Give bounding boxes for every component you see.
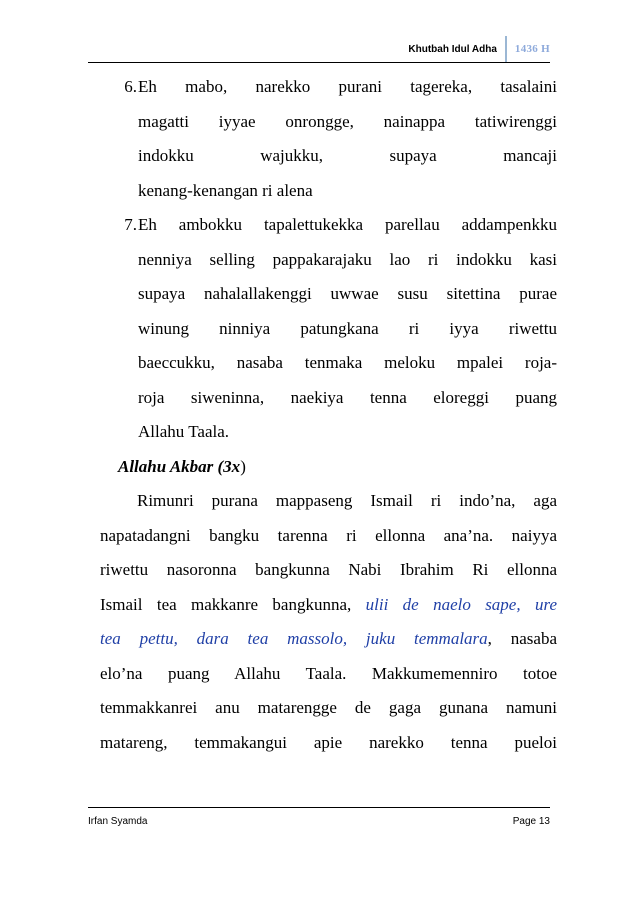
text-line: roja siweninna, naekiya tenna eloreggi puang [138, 387, 557, 407]
text-line: Allahu Taala. [138, 422, 230, 441]
paragraph-line: matareng, temmakangui apie narekko tenna pueloi [100, 732, 557, 752]
section-heading [100, 450, 557, 485]
footer-author: Irfan Syamda [88, 816, 148, 827]
list-number: 7. [124, 215, 137, 234]
paragraph-line: riwettu nasoronna bangkunna Nabi Ibrahim Ri ellonna [100, 560, 557, 579]
text-line: indokku wajukku, supaya mancaji [138, 146, 557, 165]
footer-rule-line [88, 807, 550, 808]
paragraph-line: napatadangni bangku tarenna ri ellonna ana’na. naiyya [100, 525, 557, 545]
page-footer [88, 816, 550, 827]
heading-paren: ) [240, 456, 246, 476]
page-header [408, 34, 550, 64]
paragraph-segment: , nasaba [487, 629, 557, 648]
paragraph-segment: Ismail tea makkanre bangkunna, [100, 594, 366, 614]
header-rule-line [88, 62, 550, 63]
text-line: Eh mabo, narekko purani tagereka, tasalaini [138, 77, 557, 96]
text-line: supaya nahalallakenggi uwwae susu sitettina purae [138, 284, 557, 303]
header-year: 1436 H [514, 43, 550, 55]
paragraph-line [100, 588, 557, 623]
body-paragraph [100, 484, 557, 760]
list-item-7 [100, 208, 557, 450]
text-line: kenang-kenangan ri alena [138, 180, 313, 200]
text-line: winung ninniya patungkana ri iyya riwettu [138, 318, 557, 338]
paragraph-line: Rimunri purana mappaseng Ismail ri indo’na, aga [137, 491, 557, 510]
list-text [137, 70, 557, 208]
document-body [100, 70, 557, 484]
list-item-6 [100, 70, 557, 208]
paragraph-italic-segment: tea pettu, dara tea massolo, juku temmalara [100, 629, 488, 648]
text-line: Eh ambokku tapalettukekka parellau addampenkku [138, 215, 557, 234]
footer-page-number: Page 13 [512, 816, 550, 827]
paragraph-line: temmakkanrei anu matarengge de gaga gunana namuni [100, 698, 557, 717]
heading-text: Allahu Akbar (3x [118, 456, 241, 476]
text-line: baeccukku, nasaba tenmaka meloku mpalei roja- [138, 353, 557, 372]
paragraph-italic-segment: ulii de naelo sape, ure [365, 594, 557, 614]
text-line: magatti iyyae onrongge, nainappa tatiwirenggi [138, 111, 557, 131]
list-text [137, 208, 557, 450]
paragraph-line [100, 622, 557, 657]
paragraph-line: elo’na puang Allahu Taala. Makkumemenniro totoe [100, 663, 557, 683]
list-number: 6. [124, 77, 137, 96]
header-title: Khutbah Idul Adha [408, 43, 497, 55]
text-line: nenniya selling pappakarajaku lao ri indokku kasi [138, 249, 557, 269]
